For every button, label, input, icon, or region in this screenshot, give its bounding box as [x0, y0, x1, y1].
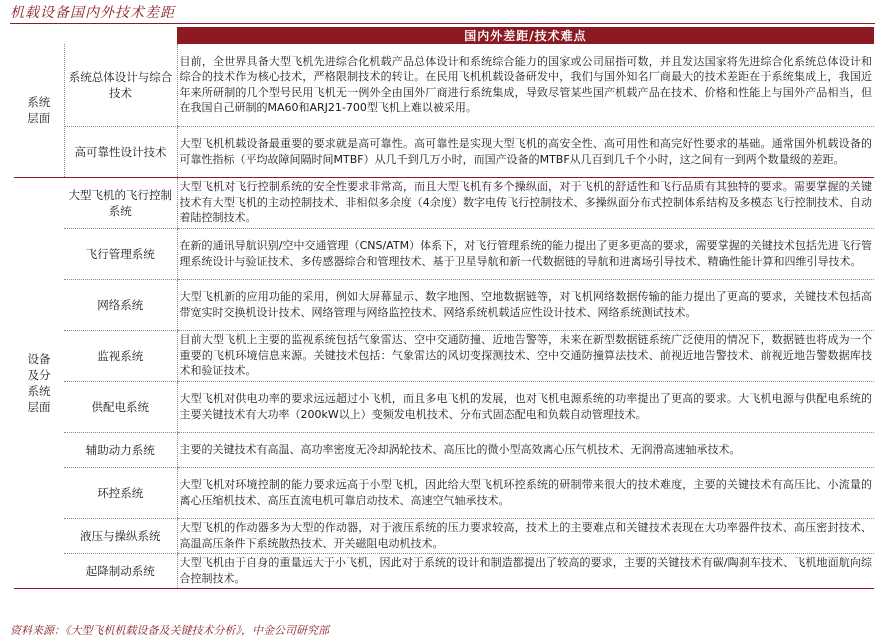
row-description: 目前，全世界具备大型飞机先进综合化机载产品总体设计和系统综合能力的国家或公司屈指可数，并且发达国家将先进综合化系统总体设计和综合的技术作为核心技术，严格限制技术的转让。在民用飞机机载设备研发中，我们与国外知名厂商最大的技术差距在于系统集成上，我国近年来所研制的几个型号民用飞机无一例外全由国外厂商进行系统集成，导致尽管某些国产机载产品在技术、价格和性能上与国外产品相当，但在我国自己研制的MA60和ARJ21-700型飞机上难以被采用。: [177, 44, 874, 126]
row-name: 大型飞机的飞行控制系统: [64, 177, 177, 228]
row-name: 起降制动系统: [64, 553, 177, 588]
row-description: 主要的关键技术有高温、高功率密度无冷却涡轮技术、高压比的微小型高效离心压气机技术、无润滑高速轴承技术。: [177, 432, 874, 467]
category-cell: 系统层面: [14, 44, 64, 177]
row-name: 供配电系统: [64, 381, 177, 432]
row-name: 高可靠性设计技术: [64, 126, 177, 177]
row-description: 大型飞机由于自身的重量远大于小飞机，因此对于系统的设计和制造都提出了较高的要求，主要的关键技术有碳/陶刹车技术、飞机地面航向综合控制技术。: [177, 553, 874, 588]
row-name: 飞行管理系统: [64, 228, 177, 279]
row-name: 监视系统: [64, 330, 177, 381]
row-description: 大型飞机新的应用功能的采用，例如大屏幕显示、数字地图、空地数据链等，对飞机网络数据传输的能力提出了更高的要求，关键技术包括高带宽实时交换机设计技术、网络管理与网络监控技术、网络系统机载适应性设计技术、网络系统测试技术。: [177, 279, 874, 330]
row-name: 环控系统: [64, 467, 177, 518]
header-blank: [14, 27, 177, 44]
row-description: 目前大型飞机上主要的监视系统包括气象雷达、空中交通防撞、近地告警等，未来在新型数据链系统广泛使用的情况下，数据链也将成为一个重要的飞机环境信息来源。关键技术包括：气象雷达的风切变探测技术、空中交通防撞算法技术、前视近地告警技术、前视近地告警数据库技术和验证技术。: [177, 330, 874, 381]
row-name: 网络系统: [64, 279, 177, 330]
row-name: 辅助动力系统: [64, 432, 177, 467]
row-description: 大型飞机对飞行控制系统的安全性要求非常高，而且大型飞机有多个操纵面，对于飞机的舒适性和飞行品质有其独特的要求。需要掌握的关键技术有大型飞机的主动控制技术、非相似多余度（4余度）数字电传飞行控制技术、多操纵面分布式控制体系结构及多模态飞行控制技术、自动着陆控制技术。: [177, 177, 874, 228]
row-description: 在新的通讯导航识别/空中交通管理（CNS/ATM）体系下，对飞行管理系统的能力提出了更多更高的要求，需要掌握的关键技术包括先进飞行管理系统设计与验证技术、多传感器综合和管理技术、基于卫星导航和新一代数据链的导航和进离场引导技术、精确性能计算和四维引导技术。: [177, 228, 874, 279]
row-description: 大型飞机的作动器多为大型的作动器，对于液压系统的压力要求较高，技术上的主要难点和关键技术表现在大功率器件技术、高压密封技术、高温高压条件下系统散热技术、开关磁阻电动机技术。: [177, 518, 874, 553]
row-name: 液压与操纵系统: [64, 518, 177, 553]
row-description: 大型飞机对环境控制的能力要求远高于小型飞机，因此给大型飞机环控系统的研制带来很大的技术难度，主要的关键技术有高压比、小流量的离心压缩机技术、高压直流电机可靠启动技术、高速空气轴承技术。: [177, 467, 874, 518]
title-divider: [10, 23, 875, 24]
tech-gap-table: [14, 27, 874, 589]
row-description: 大型飞机对供电功率的要求远远超过小飞机，而且多电飞机的发展，也对飞机电源系统的功率提出了更高的要求。大飞机电源与供配电系统的主要关键技术有大功率（200kW以上）变频发电机技术、分布式固态配电和负载自动管理技术。: [177, 381, 874, 432]
source-note: 资料来源：《大型飞机机载设备及关键技术分析》，中金公司研究部: [10, 624, 329, 637]
page-title: 机载设备国内外技术差距: [10, 5, 175, 21]
table-header: 国内外差距/技术难点: [177, 27, 874, 44]
category-cell: 设备及分系统层面: [14, 177, 64, 588]
row-description: 大型飞机机载设备最重要的要求就是高可靠性。高可靠性是实现大型飞机的高安全性、高可用性和高完好性要求的基础。通常国外机载设备的可靠性指标（平均故障间隔时间MTBF）从几千到几万小时，而国产设备的MTBF从几百到几千个小时，这之间有一到两个数量级的差距。: [177, 126, 874, 177]
row-name: 系统总体设计与综合技术: [64, 44, 177, 126]
